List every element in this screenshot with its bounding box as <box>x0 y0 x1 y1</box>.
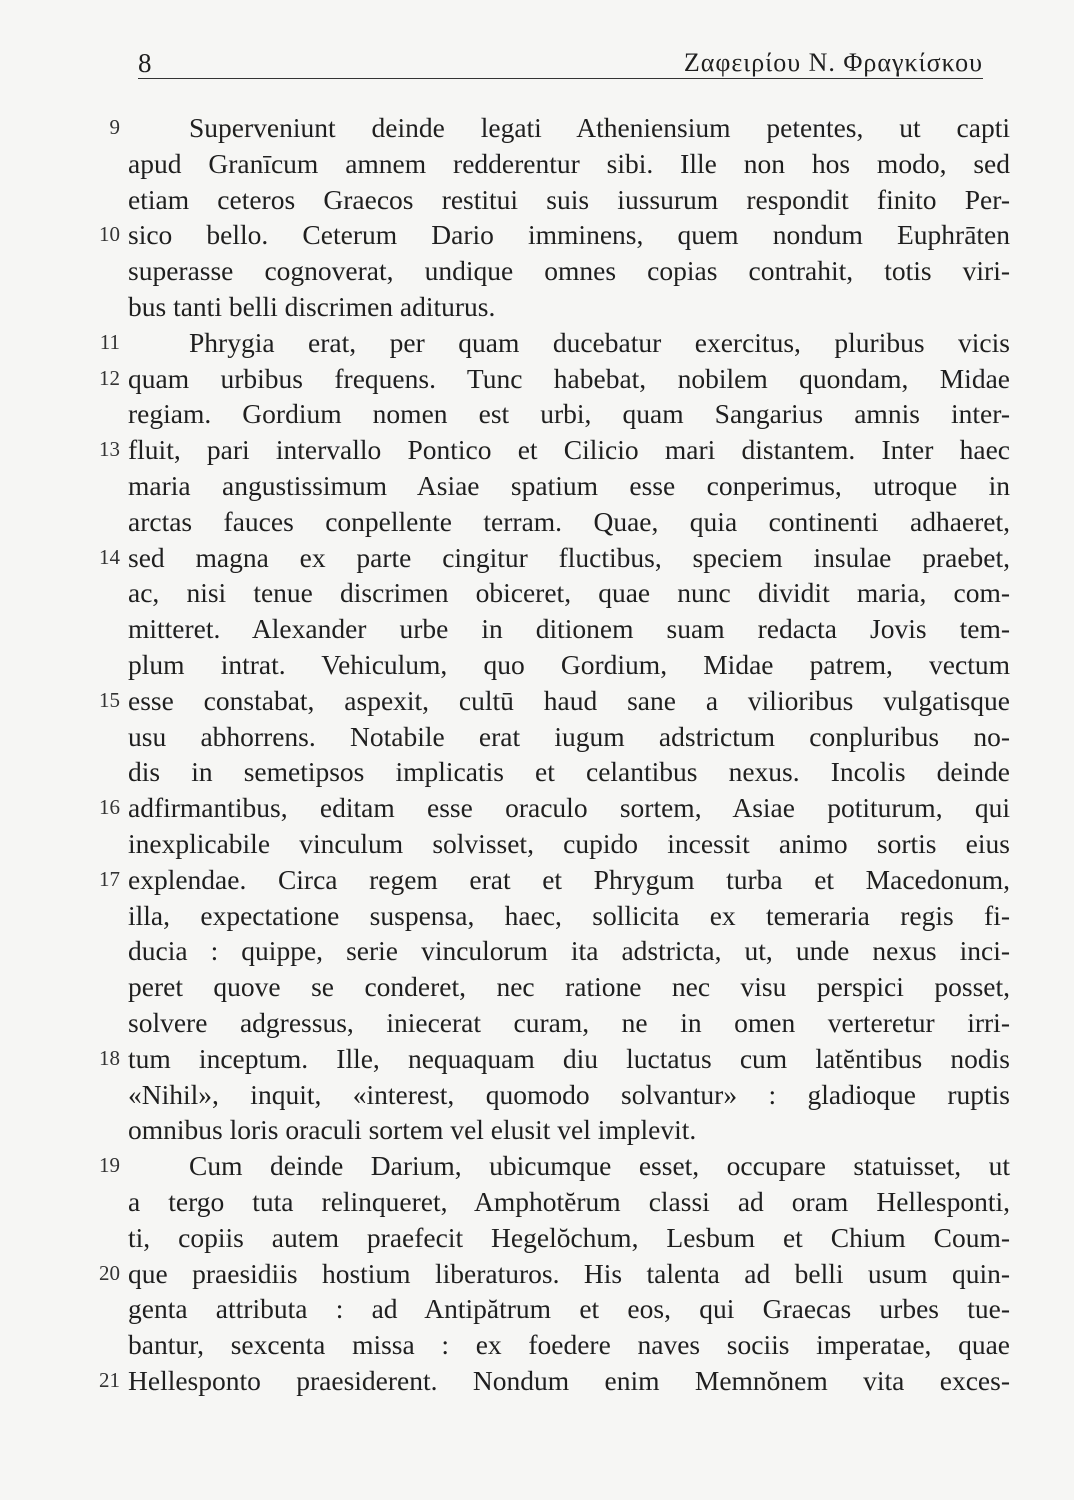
page-number: 8 <box>138 48 152 78</box>
body-text <box>80 110 1010 1399</box>
text-line <box>80 1363 1010 1399</box>
line-text: regiam. Gordium nomen est urbi, quam Sangarius amnis inter- <box>128 398 1010 430</box>
line-text: bus tanti belli discrimen aditurus. <box>128 290 496 322</box>
line-text: maria angustissimum Asiae spatium esse conperimus, utroque in <box>128 469 1010 501</box>
line-text: solvere adgressus, iniecerat curam, ne in omen verteretur irri- <box>128 1006 1010 1038</box>
line-text: Hellesponto praesiderent. Nondum enim Memnŏnem vita exces- <box>128 1364 1010 1396</box>
line-text: mitteret. Alexander urbe in ditionem suam redacta Jovis tem- <box>128 613 1010 645</box>
text-line <box>80 969 1010 1005</box>
text-line <box>80 1005 1010 1041</box>
line-text: apud Granīcum amnem redderentur sibi. Ille non hos modo, sed <box>128 147 1010 179</box>
text-line <box>80 325 1010 361</box>
text-line <box>80 1220 1010 1256</box>
text-line <box>80 432 1010 468</box>
line-text: tum inceptum. Ille, nequaquam diu luctatus cum latĕntibus nodis <box>128 1042 1010 1074</box>
line-text: illa, expectatione suspensa, haec, sollicita ex temeraria regis fi- <box>128 899 1010 931</box>
text-line <box>80 611 1010 647</box>
text-line <box>80 862 1010 898</box>
line-number: 15 <box>99 687 120 712</box>
text-line <box>80 468 1010 504</box>
text-line <box>80 754 1010 790</box>
line-number: 9 <box>109 115 120 139</box>
text-line <box>80 1041 1010 1077</box>
line-text: explendae. Circa regem erat et Phrygum turba et Macedonum, <box>128 863 1010 895</box>
text-line <box>80 1148 1010 1184</box>
text-line <box>80 683 1010 719</box>
line-text: inexplicabile vinculum solvisset, cupido incessit animo sortis eius <box>128 827 1010 859</box>
line-text: omnibus loris oraculi sortem vel elusit vel implevit. <box>128 1114 697 1146</box>
line-text: quam urbibus frequens. Tunc habebat, nobilem quondam, Midae <box>128 362 1010 394</box>
text-line <box>80 504 1010 540</box>
line-number: 20 <box>99 1260 120 1285</box>
text-line <box>80 289 1010 325</box>
line-text: «Nihil», inquit, «interest, quomodo solvantur» : gladioque ruptis <box>128 1078 1010 1110</box>
line-text: superasse cognoverat, undique omnes copias contrahit, totis viri- <box>128 255 1010 287</box>
text-line <box>80 253 1010 289</box>
text-line <box>80 1184 1010 1220</box>
line-text: esse constabat, aspexit, cultū haud sane a vilioribus vulgatisque <box>128 684 1010 716</box>
line-number: 14 <box>99 544 120 569</box>
line-text: genta attributa : ad Antipătrum et eos, qui Graecas urbes tue- <box>128 1293 1010 1325</box>
line-number: 17 <box>99 866 120 891</box>
line-text: sed magna ex parte cingitur fluctibus, speciem insulae praebet, <box>128 541 1010 573</box>
line-text: Cum deinde Darium, ubicumque esset, occupare statuisset, ut <box>189 1150 1010 1182</box>
line-number: 19 <box>99 1153 120 1178</box>
text-line <box>80 898 1010 934</box>
line-text: usu abhorrens. Notabile erat iugum adstrictum conpluribus no- <box>128 720 1010 752</box>
line-text: etiam ceteros Graecos restitui suis iussurum respondit finito Per- <box>128 183 1010 215</box>
text-line <box>80 1112 1010 1148</box>
line-text: a tergo tuta relinqueret, Amphotĕrum classi ad oram Hellesponti, <box>128 1185 1010 1217</box>
text-line <box>80 1256 1010 1292</box>
line-number: 11 <box>99 329 120 354</box>
line-text: adfirmantibus, editam esse oraculo sortem, Asiae potiturum, qui <box>128 792 1010 824</box>
line-text: sico bello. Ceterum Dario imminens, quem nondum Euphrāten <box>128 219 1010 251</box>
line-text: ac, nisi tenue discrimen obiceret, quae nunc dividit maria, com- <box>128 577 1010 609</box>
line-number: 13 <box>99 437 120 462</box>
line-text: Phrygia erat, per quam ducebatur exercitus, pluribus vicis <box>189 326 1010 358</box>
line-text: ducia : quippe, serie vinculorum ita adstricta, ut, unde nexus inci- <box>128 935 1010 967</box>
line-text: dis in semetipsos implicatis et celantibus nexus. Incolis deinde <box>128 756 1010 788</box>
text-line <box>80 719 1010 755</box>
text-line <box>80 146 1010 182</box>
text-line <box>80 1291 1010 1327</box>
running-head: Ζαφειρίου Ν. Φραγκίσκου <box>683 48 983 77</box>
text-line <box>80 396 1010 432</box>
text-line <box>80 647 1010 683</box>
text-line <box>80 361 1010 397</box>
text-line <box>80 182 1010 218</box>
text-line <box>80 540 1010 576</box>
text-line <box>80 1077 1010 1113</box>
line-number: 10 <box>99 222 120 247</box>
line-text: ti, copiis autem praefecit Hegelŏchum, Lesbum et Chium Coum- <box>128 1221 1010 1253</box>
text-line <box>80 1327 1010 1363</box>
line-text: bantur, sexcenta missa : ex foedere naves sociis imperatae, quae <box>128 1329 1010 1361</box>
line-text: Superveniunt deinde legati Atheniensium petentes, ut capti <box>189 112 1010 143</box>
text-line <box>80 110 1010 146</box>
line-number: 18 <box>99 1045 120 1070</box>
page-header <box>138 44 983 79</box>
text-line <box>80 790 1010 826</box>
line-number: 21 <box>99 1367 120 1392</box>
line-number: 12 <box>99 365 120 390</box>
line-text: fluit, pari intervallo Pontico et Cilicio mari distantem. Inter haec <box>128 434 1010 466</box>
text-line <box>80 217 1010 253</box>
line-number: 16 <box>99 795 120 820</box>
line-text: que praesidiis hostium liberaturos. His talenta ad belli usum quin- <box>128 1257 1010 1289</box>
line-text: plum intrat. Vehiculum, quo Gordium, Midae patrem, vectum <box>128 648 1010 680</box>
text-line <box>80 933 1010 969</box>
text-line <box>80 575 1010 611</box>
text-line <box>80 826 1010 862</box>
line-text: peret quove se conderet, nec ratione nec visu perspici posset, <box>128 971 1010 1003</box>
line-text: arctas fauces conpellente terram. Quae, quia continenti adhaeret, <box>128 505 1010 537</box>
